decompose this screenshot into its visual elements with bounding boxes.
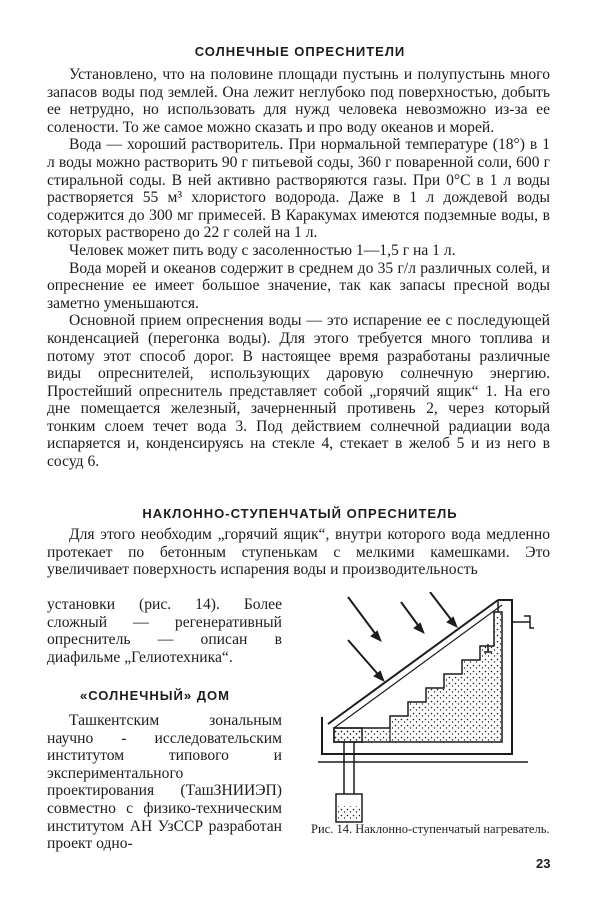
section-title-inclined-stepped: НАКЛОННО-СТУПЕНЧАТЫЙ ОПРЕСНИТЕЛЬ (142, 506, 458, 521)
paragraph-drinkable: Человек может пить воду с засоленностью 1—1,5 г на 1 л. (69, 241, 456, 259)
figure-inclined-stepped-heater (298, 592, 558, 832)
paragraph-inclined-text: Для этого необходим „горячий ящик“, внутри которого вода медленно протекает по бетонным ступенькам с мелкими камешками. Это увеличивает поверхность испарения воды и производительность (47, 526, 550, 579)
paragraph-sea-water: Вода морей и океанов содержит в среднем до 35 г/л различных солей, и опреснение ее имеет большое значение, так как запасы пресной воды заметно уменьшаются. (47, 259, 550, 312)
figure-caption: Рис. 14. Наклонно-ступенчатый нагреватель. (311, 822, 550, 836)
paragraph-inclined-column (47, 596, 282, 666)
drain-pipe (344, 742, 354, 794)
section-solar-desalinators-body (47, 66, 550, 471)
inlet-pipe (498, 600, 534, 628)
collection-trough (334, 728, 362, 742)
section-title-solar-house: «СОЛНЕЧНЫЙ» ДОМ (80, 688, 230, 703)
page-number: 23 (536, 856, 551, 871)
sun-ray-arrowhead (372, 632, 380, 640)
sun-ray-arrowhead (448, 618, 456, 626)
paragraph-inclined-column-text: установки (рис. 14). Более сложный — регенеративный опреснитель — описан в диафильме „Гелиотехника“. (47, 596, 282, 666)
sun-ray-arrowhead (415, 624, 423, 632)
paragraph-solar-house (47, 712, 282, 853)
paragraph-solar-house-text: Ташкентским зональным научно - исследовательским институтом типового и экспериментального проектирования (ТашЗНИИЭП) совместно с физико-техническим институтом АН УзССР разработан проект одно- (47, 712, 282, 853)
paragraph-solvent: Вода — хороший растворитель. При нормальной температуре (18°) в 1 л воды можно растворить 90 г питьевой соды, 360 г поваренной соли, 600 г стиральной соды. В ней активно растворяются газы. При 0°С в 1 л воды растворяется 55 м³ хлористого водорода. Даже в 1 л дождевой воды содержится до 300 мг примесей. В Каракумах имеются подземные воды, в которых растворено до 22 г солей на 1 л. (47, 136, 550, 242)
collected-water (338, 806, 360, 820)
concrete-steps (334, 612, 502, 742)
paragraph-inclined-full-width (47, 526, 550, 579)
section-title-solar-desalinators: СОЛНЕЧНЫЕ ОПРЕСНИТЕЛИ (194, 44, 406, 59)
paragraph-method: Основной прием опреснения воды — это испарение ее с последующей конденсацией (перегонка воды). Для этого требуется много топлива и потому этот способ дорог. В настоящее время разработаны различные виды опреснителей, использующих даровую солнечную энергию. Простейший опреснитель представляет собой „горячий ящик“ 1. На его дне помещается железный, зачерненный противень 2, через который тонким слоем течет вода 3. Под действием солнечной радиации вода испаряется и, конденсируясь на стекле 4, стекает в желоб 5 и из него в сосуд 6. (47, 312, 550, 471)
paragraph-intro: Установлено, что на половине площади пустынь и полупустынь много запасов воды под землей. Она лежит неглубоко под поверхностью, добыть ее нетрудно, но использовать для нужд человека невозможно из-за ее солености. То же самое можно сказать и про воду океанов и морей. (47, 66, 550, 136)
